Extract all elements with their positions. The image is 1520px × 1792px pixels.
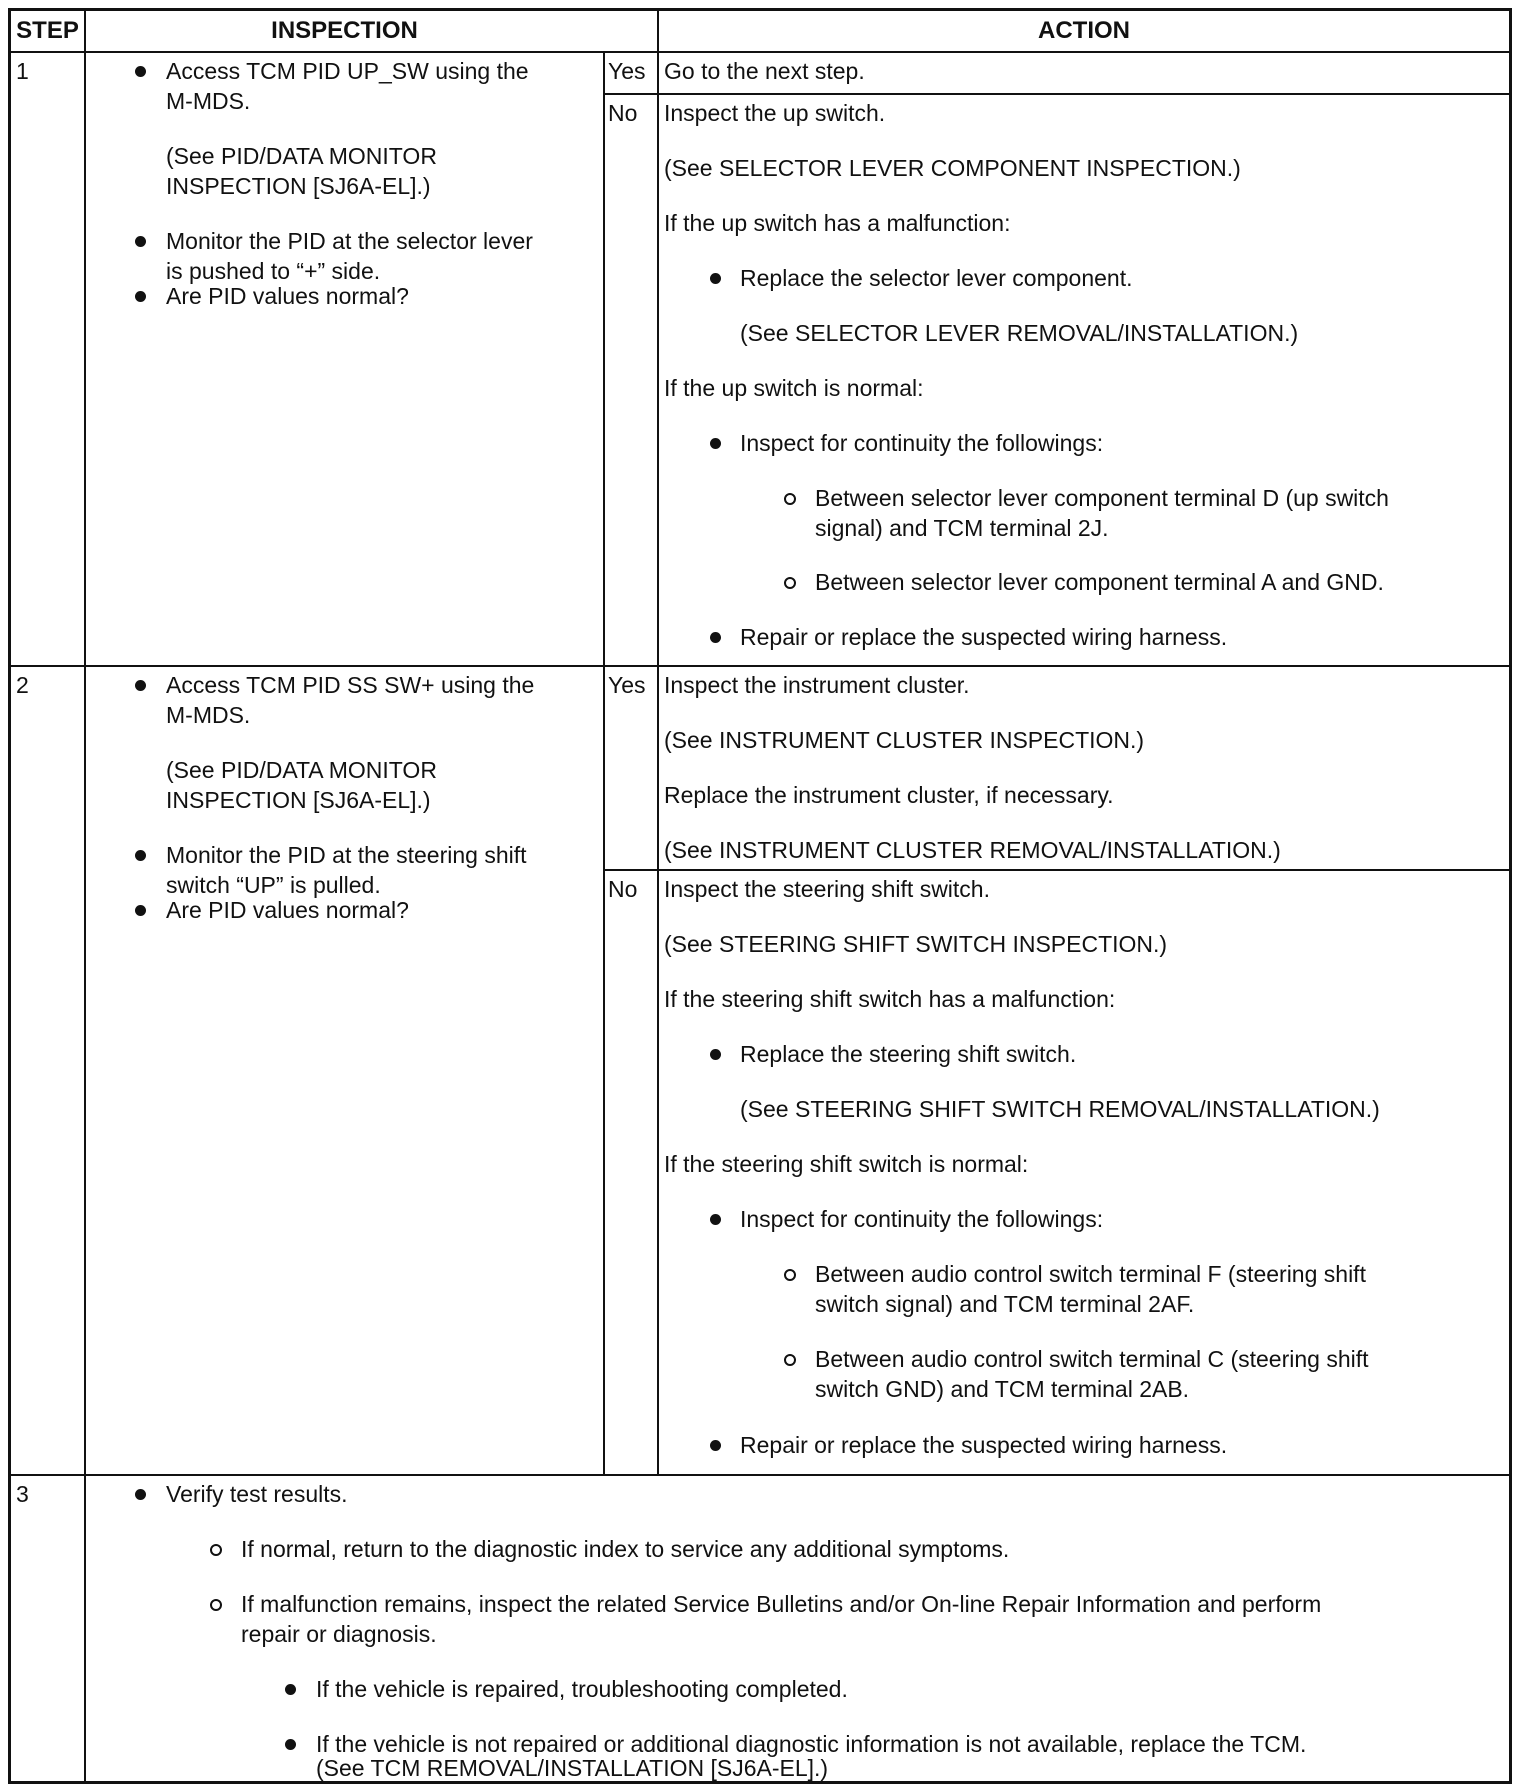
yes-no-divider-2 — [603, 869, 1509, 871]
sub-bullet-icon — [784, 1354, 796, 1366]
step-column-divider — [84, 11, 86, 1784]
step-1-no-action-line: If the up switch is normal: — [664, 375, 924, 401]
step-3-line: Verify test results. — [166, 1481, 348, 1507]
step-2-yes-action-line: Replace the instrument cluster, if necessary. — [664, 782, 1114, 808]
step-2-inspection-line: (See PID/DATA MONITOR — [166, 757, 437, 783]
step-1-no-action-line: Repair or replace the suspected wiring harness. — [740, 624, 1228, 650]
step-2-inspection-line: switch “UP” is pulled. — [166, 872, 381, 898]
step-3-line: If the vehicle is repaired, troubleshooting completed. — [316, 1676, 848, 1702]
step-1-yes-label: Yes — [608, 58, 646, 84]
step-1-inspection-line: M-MDS. — [166, 88, 251, 114]
step-1-no-action-line: Inspect the up switch. — [664, 100, 886, 126]
step-3-line: (See TCM REMOVAL/INSTALLATION [SJ6A-EL].) — [316, 1755, 829, 1781]
result-column-left-divider — [603, 51, 605, 1476]
step-2-no-action-line: Between audio control switch terminal C (steering shift — [815, 1346, 1369, 1372]
step-1-no-label: No — [608, 100, 638, 126]
step-1-inspection-line: INSPECTION [SJ6A-EL].) — [166, 173, 431, 199]
step-3-line: If malfunction remains, inspect the related Service Bulletins and/or On-line Repair Information and perform — [241, 1591, 1322, 1617]
step-2-inspection-line: M-MDS. — [166, 702, 251, 728]
step-1-inspection-line: is pushed to “+” side. — [166, 258, 381, 284]
header-divider — [11, 51, 1509, 53]
step-2-no-label: No — [608, 876, 638, 902]
step-2-yes-action-line: (See INSTRUMENT CLUSTER REMOVAL/INSTALLATION.) — [664, 837, 1281, 863]
step-2-no-action-line: If the steering shift switch is normal: — [664, 1151, 1029, 1177]
step-1-no-action-line: Between selector lever component terminal A and GND. — [815, 569, 1384, 595]
sub-bullet-icon — [784, 577, 796, 589]
sub-bullet-icon — [210, 1599, 222, 1611]
step-1-number: 1 — [16, 58, 29, 84]
step-1-no-action-line: If the up switch has a malfunction: — [664, 210, 1011, 236]
step-2-no-action-line: switch GND) and TCM terminal 2AB. — [815, 1376, 1190, 1402]
step-1-no-action-line: Replace the selector lever component. — [740, 265, 1133, 291]
header-inspection: INSPECTION — [271, 17, 418, 44]
row-divider-2-3 — [11, 1474, 1509, 1476]
step-2-no-action-line: Inspect for continuity the followings: — [740, 1206, 1104, 1232]
header-step: STEP — [16, 17, 79, 44]
step-1-inspection-line: Are PID values normal? — [166, 283, 409, 309]
step-2-no-action-line: (See STEERING SHIFT SWITCH REMOVAL/INSTALLATION.) — [740, 1096, 1380, 1122]
bullet-icon — [285, 1739, 296, 1750]
step-1-inspection-line: Monitor the PID at the selector lever — [166, 228, 533, 254]
bullet-icon — [710, 1049, 721, 1060]
step-3-line: If the vehicle is not repaired or additional diagnostic information is not available, replace the TCM. — [316, 1731, 1307, 1757]
step-2-yes-action-line: Inspect the instrument cluster. — [664, 672, 970, 698]
step-3-line: If normal, return to the diagnostic index to service any additional symptoms. — [241, 1536, 1010, 1562]
bullet-icon — [710, 273, 721, 284]
step-1-no-action-line: (See SELECTOR LEVER REMOVAL/INSTALLATION.) — [740, 320, 1299, 346]
step-2-no-action-line: Repair or replace the suspected wiring harness. — [740, 1432, 1228, 1458]
bullet-icon — [285, 1684, 296, 1695]
bullet-icon — [710, 438, 721, 449]
bullet-icon — [135, 680, 146, 691]
sub-bullet-icon — [210, 1544, 222, 1556]
step-2-no-action-line: Inspect the steering shift switch. — [664, 876, 990, 902]
step-2-yes-label: Yes — [608, 672, 646, 698]
step-2-no-action-line: If the steering shift switch has a malfunction: — [664, 986, 1116, 1012]
bullet-icon — [710, 1440, 721, 1451]
step-2-number: 2 — [16, 672, 29, 698]
bullet-icon — [135, 236, 146, 247]
step-1-no-action-line: (See SELECTOR LEVER COMPONENT INSPECTION.) — [664, 155, 1241, 181]
step-2-no-action-line: Between audio control switch terminal F (steering shift — [815, 1261, 1366, 1287]
troubleshooting-table — [8, 8, 1512, 1784]
bullet-icon — [135, 66, 146, 77]
yes-no-divider-1 — [603, 93, 1509, 95]
result-column-right-divider — [657, 51, 659, 1476]
sub-bullet-icon — [784, 493, 796, 505]
step-2-yes-action-line: (See INSTRUMENT CLUSTER INSPECTION.) — [664, 727, 1145, 753]
header-action: ACTION — [1038, 17, 1130, 44]
step-2-no-action-line: Replace the steering shift switch. — [740, 1041, 1077, 1067]
bullet-icon — [135, 1489, 146, 1500]
bullet-icon — [710, 1214, 721, 1225]
bullet-icon — [135, 905, 146, 916]
step-1-inspection-line: (See PID/DATA MONITOR — [166, 143, 437, 169]
step-1-no-action-line: Inspect for continuity the followings: — [740, 430, 1104, 456]
step-1-no-action-line: Between selector lever component terminal D (up switch — [815, 485, 1389, 511]
bullet-icon — [135, 850, 146, 861]
step-1-no-action-line: signal) and TCM terminal 2J. — [815, 515, 1109, 541]
bullet-icon — [135, 291, 146, 302]
step-1-inspection-line: Access TCM PID UP_SW using the — [166, 58, 529, 84]
step-2-inspection-line: INSPECTION [SJ6A-EL].) — [166, 787, 431, 813]
step-3-number: 3 — [16, 1481, 29, 1507]
step-2-no-action-line: (See STEERING SHIFT SWITCH INSPECTION.) — [664, 931, 1168, 957]
bullet-icon — [710, 632, 721, 643]
step-2-inspection-line: Access TCM PID SS SW+ using the — [166, 672, 535, 698]
step-2-inspection-line: Are PID values normal? — [166, 897, 409, 923]
step-1-yes-action: Go to the next step. — [664, 58, 865, 84]
step-2-no-action-line: switch signal) and TCM terminal 2AF. — [815, 1291, 1195, 1317]
sub-bullet-icon — [784, 1269, 796, 1281]
row-divider-1-2 — [11, 665, 1509, 667]
step-3-line: repair or diagnosis. — [241, 1621, 437, 1647]
step-2-inspection-line: Monitor the PID at the steering shift — [166, 842, 527, 868]
